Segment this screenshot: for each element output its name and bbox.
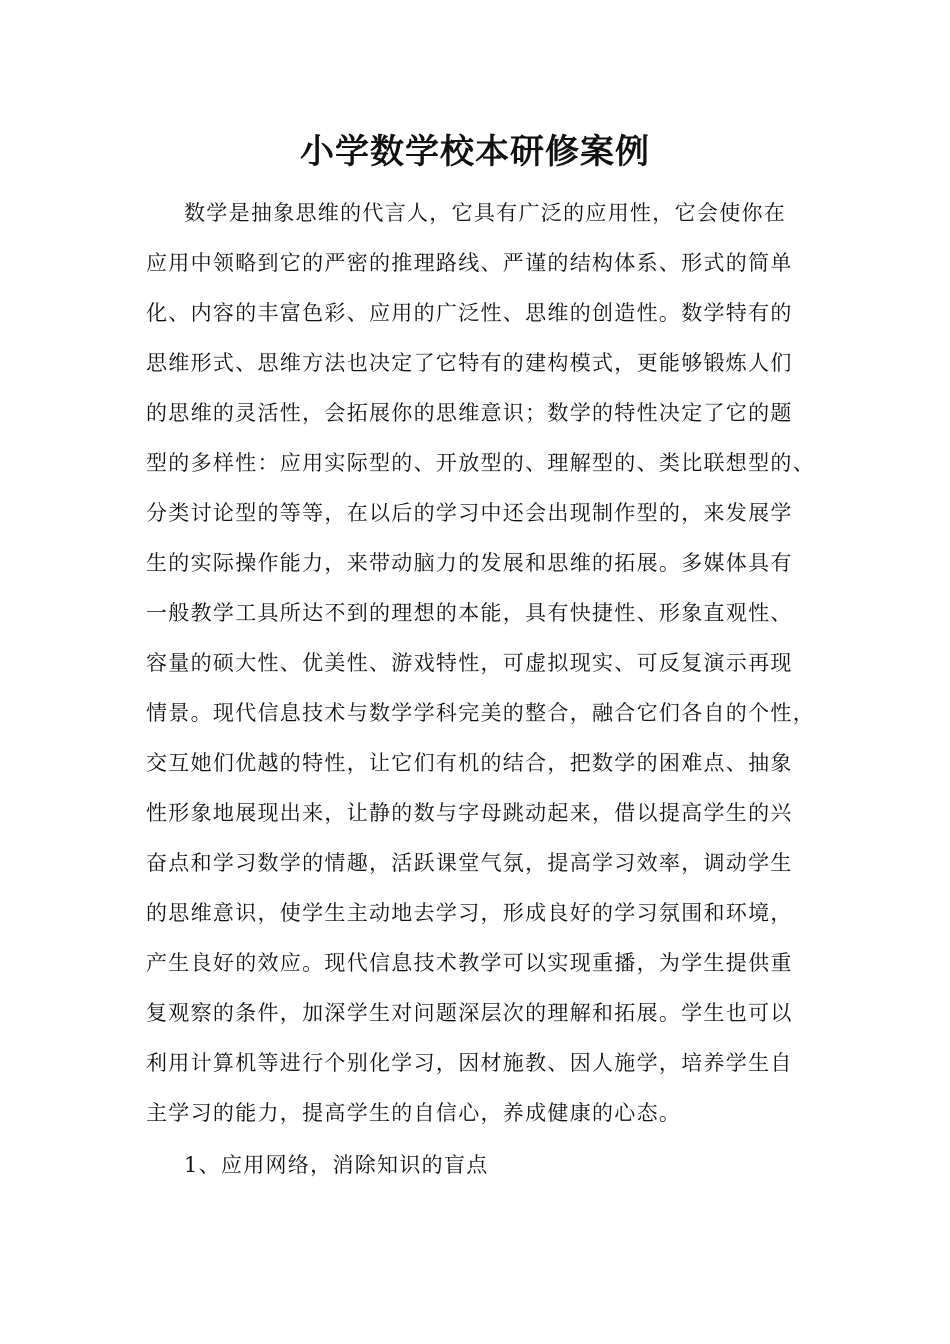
paragraph-line: 思维形式、思维方法也决定了它特有的建构模式，更能够锻炼人们 <box>146 351 793 375</box>
paragraph-line: 一般教学工具所达不到的理想的本能，具有快捷性、形象直观性、 <box>146 601 793 625</box>
paragraph-line: 化、内容的丰富色彩、应用的广泛性、思维的创造性。数学特有的 <box>146 301 793 325</box>
paragraph-line: 产生良好的效应。现代信息技术教学可以实现重播，为学生提供重 <box>146 951 793 975</box>
paragraph-line: 利用计算机等进行个别化学习，因材施教、因人施学，培养学生自 <box>146 1051 793 1075</box>
paragraph-line: 复观察的条件，加深学生对问题深层次的理解和拓展。学生也可以 <box>146 1001 793 1025</box>
paragraph-line: 的思维意识，使学生主动地去学习，形成良好的学习氛围和环境， <box>146 901 793 925</box>
paragraph-line: 分类讨论型的等等，在以后的学习中还会出现制作型的，来发展学 <box>146 501 793 525</box>
paragraph-line: 性形象地展现出来，让静的数与字母跳动起来，借以提高学生的兴 <box>146 801 793 825</box>
page-title: 小学数学校本研修案例 <box>300 132 650 172</box>
paragraph-line: 数学是抽象思维的代言人，它具有广泛的应用性，它会使你在 <box>184 201 787 225</box>
paragraph-line: 生的实际操作能力，来带动脑力的发展和思维的拓展。多媒体具有 <box>146 551 793 575</box>
paragraph-line: 奋点和学习数学的情趣，活跃课堂气氛，提高学习效率，调动学生 <box>146 851 793 875</box>
paragraph-line: 容量的硕大性、优美性、游戏特性，可虚拟现实、可反复演示再现 <box>146 651 793 675</box>
paragraph-line: 情景。现代信息技术与数学学科完美的整合，融合它们各自的个性， <box>146 701 815 725</box>
paragraph-line: 型的多样性：应用实际型的、开放型的、理解型的、类比联想型的、 <box>146 451 815 475</box>
paragraph-line: 的思维的灵活性，会拓展你的思维意识；数学的特性决定了它的题 <box>146 401 793 425</box>
section-heading: 1、应用网络，消除知识的盲点 <box>184 1153 489 1177</box>
paragraph-line: 交互她们优越的特性，让它们有机的结合，把数学的困难点、抽象 <box>146 751 793 775</box>
paragraph-line: 应用中领略到它的严密的推理路线、严谨的结构体系、形式的简单 <box>146 251 793 275</box>
paragraph-line: 主学习的能力，提高学生的自信心，养成健康的心态。 <box>146 1101 682 1125</box>
